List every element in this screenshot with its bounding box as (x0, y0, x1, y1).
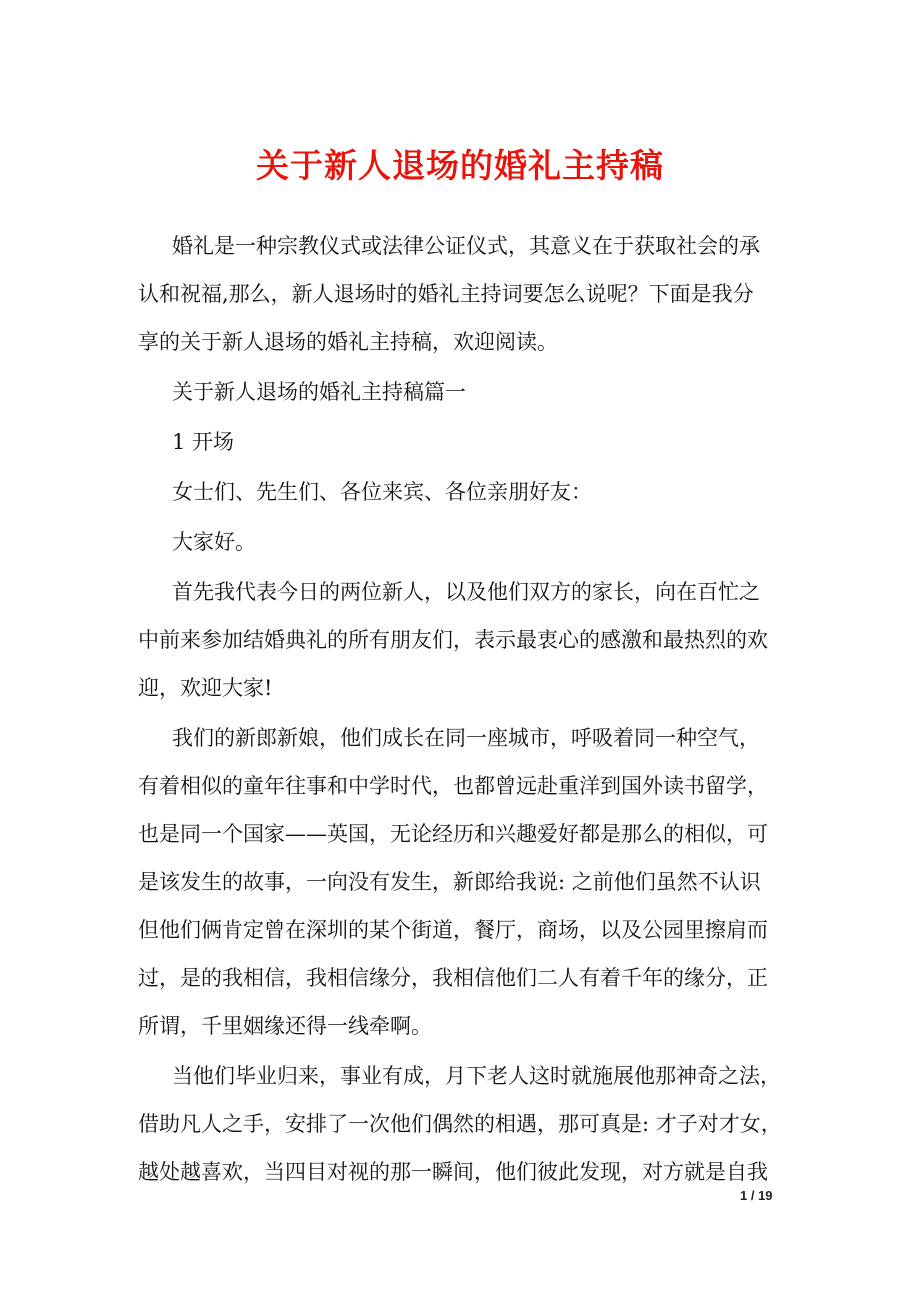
paragraph-line: 认和祝福,那么，新人退场时的婚礼主持词要怎么说呢？下面是我分 (138, 282, 754, 306)
paragraph (138, 468, 786, 516)
paragraph-line: 我们的新郎新娘，他们成长在同一座城市，呼吸着同一种空气， (172, 726, 760, 750)
paragraph (138, 568, 786, 712)
paragraph (138, 714, 786, 1050)
paragraph-line: 借助凡人之手，安排了一次他们偶然的相遇，那可真是: 才子对才女， (138, 1112, 782, 1136)
paragraph (138, 518, 786, 566)
document-body (138, 222, 786, 1198)
paragraph-line: 当他们毕业归来，事业有成，月下老人这时就施展他那神奇之法， (172, 1064, 781, 1088)
paragraph-line: 大家好。 (172, 530, 256, 554)
paragraph-line: 所谓，千里姻缘还得一线牵啊。 (138, 1014, 432, 1038)
paragraph-line: 越处越喜欢，当四目对视的那一瞬间，他们彼此发现，对方就是自我 (138, 1160, 768, 1184)
paragraph-line: 首先我代表今日的两位新人，以及他们双方的家长，向在百忙之 (172, 580, 760, 604)
paragraph-line: 过，是的我相信，我相信缘分，我相信他们二人有着千年的缘分，正 (138, 966, 768, 990)
page-number: 1 / 19 (740, 1188, 773, 1203)
document-title: 关于新人退场的婚礼主持稿 (256, 146, 664, 185)
paragraph-line: 也是同一个国家——英国，无论经历和兴趣爱好都是那么的相似，可 (138, 822, 768, 846)
paragraph (138, 418, 786, 466)
paragraph-line: 中前来参加结婚典礼的所有朋友们，表示最衷心的感激和最热烈的欢 (138, 628, 768, 652)
paragraph (138, 222, 786, 366)
paragraph-line: 女士们、先生们、各位来宾、各位亲朋好友： (172, 480, 592, 504)
paragraph-line: 迎，欢迎大家! (138, 676, 273, 700)
paragraph-line: 关于新人退场的婚礼主持稿篇一 (172, 380, 466, 404)
paragraph-line: 1 开场 (172, 430, 235, 454)
paragraph-line: 婚礼是一种宗教仪式或法律公证仪式，其意义在于获取社会的承 (172, 234, 760, 258)
paragraph-line: 但他们俩肯定曾在深圳的某个街道，餐厅，商场，以及公园里擦肩而 (138, 918, 768, 942)
paragraph (138, 368, 786, 416)
paragraph-line: 是该发生的故事，一向没有发生，新郎给我说: 之前他们虽然不认识 (138, 870, 761, 894)
paragraph-line: 有着相似的童年往事和中学时代，也都曾远赴重洋到国外读书留学， (138, 774, 768, 798)
paragraph-line: 享的关于新人退场的婚礼主持稿，欢迎阅读。 (138, 330, 558, 354)
paragraph (138, 1052, 786, 1196)
